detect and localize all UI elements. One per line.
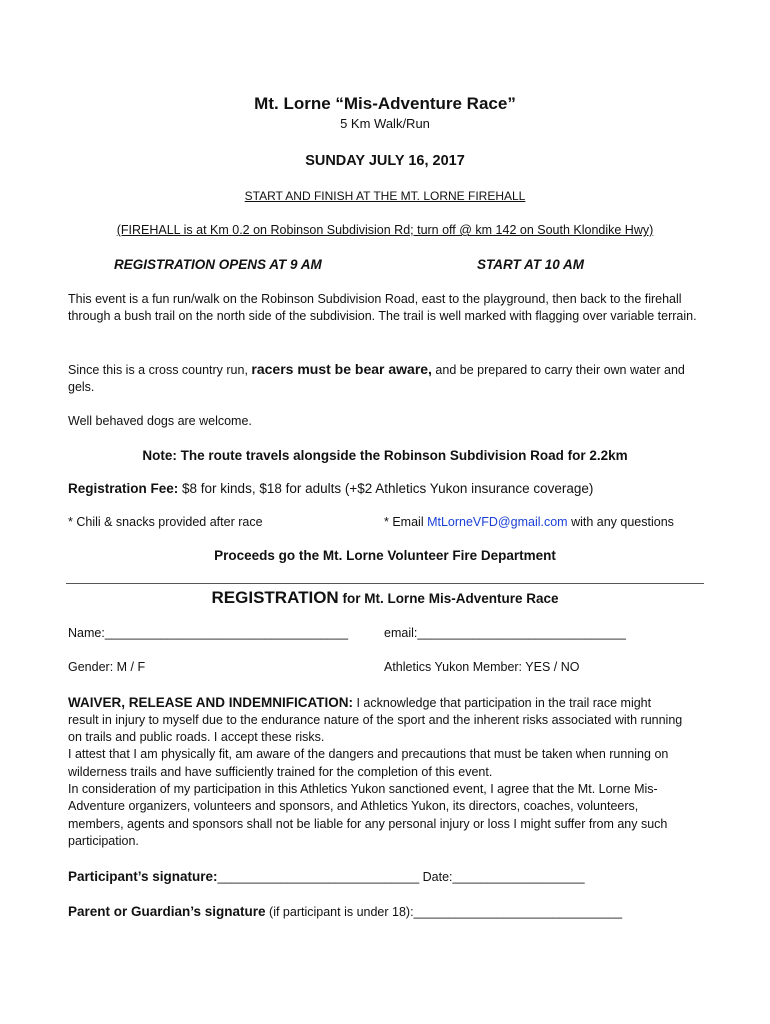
dogs-welcome-text: Well behaved dogs are welcome. <box>68 414 252 428</box>
chili-snacks-note: * Chili & snacks provided after race <box>68 515 263 529</box>
registration-opens-time: REGISTRATION OPENS AT 9 AM <box>114 257 322 272</box>
name-field[interactable]: Name:___________________________________ <box>68 626 349 640</box>
email-field[interactable]: email:______________________________ <box>384 626 626 640</box>
guardian-signature-label: Parent or Guardian’s signature <box>68 904 266 919</box>
registration-heading-rest: for Mt. Lorne Mis-Adventure Race <box>338 591 559 606</box>
waiver-line-4: I attest that I am physically fit, am aware of the dangers and precautions that must be taken when running on <box>68 747 669 761</box>
participant-signature-line[interactable]: _____________________________ <box>217 870 420 884</box>
bear-aware-paragraph <box>68 361 708 397</box>
waiver-line-3: on trails and public roads. I accept these risks. <box>68 730 325 744</box>
bear-aware-emphasis: racers must be bear aware, <box>251 361 432 377</box>
route-note: Note: The route travels alongside the Robinson Subdivision Road for 2.2km <box>142 448 628 463</box>
waiver-line-8: members, agents and sponsors shall not be liable for any personal injury or loss I might suffer from any such <box>68 817 668 831</box>
registration-heading-big: REGISTRATION <box>211 588 339 607</box>
page-title: Mt. Lorne “Mis-Adventure Race” <box>254 94 516 113</box>
waiver-line-5: wilderness trails and have sufficiently trained for the completion of this event. <box>68 765 493 779</box>
waiver-line-9: participation. <box>68 834 139 848</box>
waiver-line-6: In consideration of my participation in this Athletics Yukon sanctioned event, I agree that the Mt. Lorne Mis- <box>68 782 658 796</box>
firehall-directions: (FIREHALL is at Km 0.2 on Robinson Subdivision Rd; turn off @ km 142 on South Klondike Hwy) <box>116 223 654 237</box>
date-line[interactable]: ___________________ <box>452 870 585 884</box>
participant-signature-label: Participant’s signature: <box>68 869 218 884</box>
page-subtitle: 5 Km Walk/Run <box>340 116 430 131</box>
registration-heading <box>0 588 770 608</box>
email-prefix: * Email <box>384 515 428 529</box>
bear-aware-suffix: and be prepared to carry their own water and gels. <box>68 363 685 395</box>
guardian-signature-row <box>68 903 622 921</box>
event-date: SUNDAY JULY 16, 2017 <box>305 153 465 169</box>
proceeds-note: Proceeds go the Mt. Lorne Volunteer Fire Department <box>214 548 556 563</box>
bear-aware-prefix: Since this is a cross country run, <box>68 363 252 377</box>
guardian-note: (if participant is under 18): <box>265 905 414 919</box>
athletics-yukon-member-field[interactable]: Athletics Yukon Member: YES / NO <box>384 660 580 674</box>
date-label: Date: <box>419 870 453 884</box>
waiver-label: WAIVER, RELEASE AND INDEMNIFICATION: <box>68 695 354 710</box>
fee-text: $8 for kinds, $18 for adults (+$2 Athletics Yukon insurance coverage) <box>178 481 594 496</box>
section-divider <box>66 583 704 584</box>
start-finish-location: START AND FINISH AT THE MT. LORNE FIREHALL <box>244 189 526 203</box>
event-description-paragraph: This event is a fun run/walk on the Robinson Subdivision Road, east to the playground, then back to the firehall through a bush trail on the north side of the subdivision. The trail is well marked with flagging over variable terrain. <box>68 292 697 324</box>
email-questions-note <box>384 514 674 531</box>
registration-fee <box>68 481 593 496</box>
email-link[interactable]: MtLorneVFD@gmail.com <box>427 515 568 529</box>
participant-signature-row <box>68 868 585 886</box>
waiver-line-7: Adventure organizers, volunteers and sponsors, and Athletics Yukon, its directors, coaches, volunteers, <box>68 799 639 813</box>
gender-field[interactable]: Gender: M / F <box>68 660 146 674</box>
waiver-line-2: result in injury to myself due to the endurance nature of the sport and the inherent risks associated with running <box>68 713 683 727</box>
email-suffix: with any questions <box>567 515 674 529</box>
guardian-signature-line[interactable]: ______________________________ <box>413 905 623 919</box>
waiver-line-1 <box>68 694 651 712</box>
fee-label: Registration Fee: <box>68 481 179 496</box>
race-start-time: START AT 10 AM <box>477 257 585 272</box>
waiver-line-1-text: I acknowledge that participation in the trail race might <box>353 696 652 710</box>
